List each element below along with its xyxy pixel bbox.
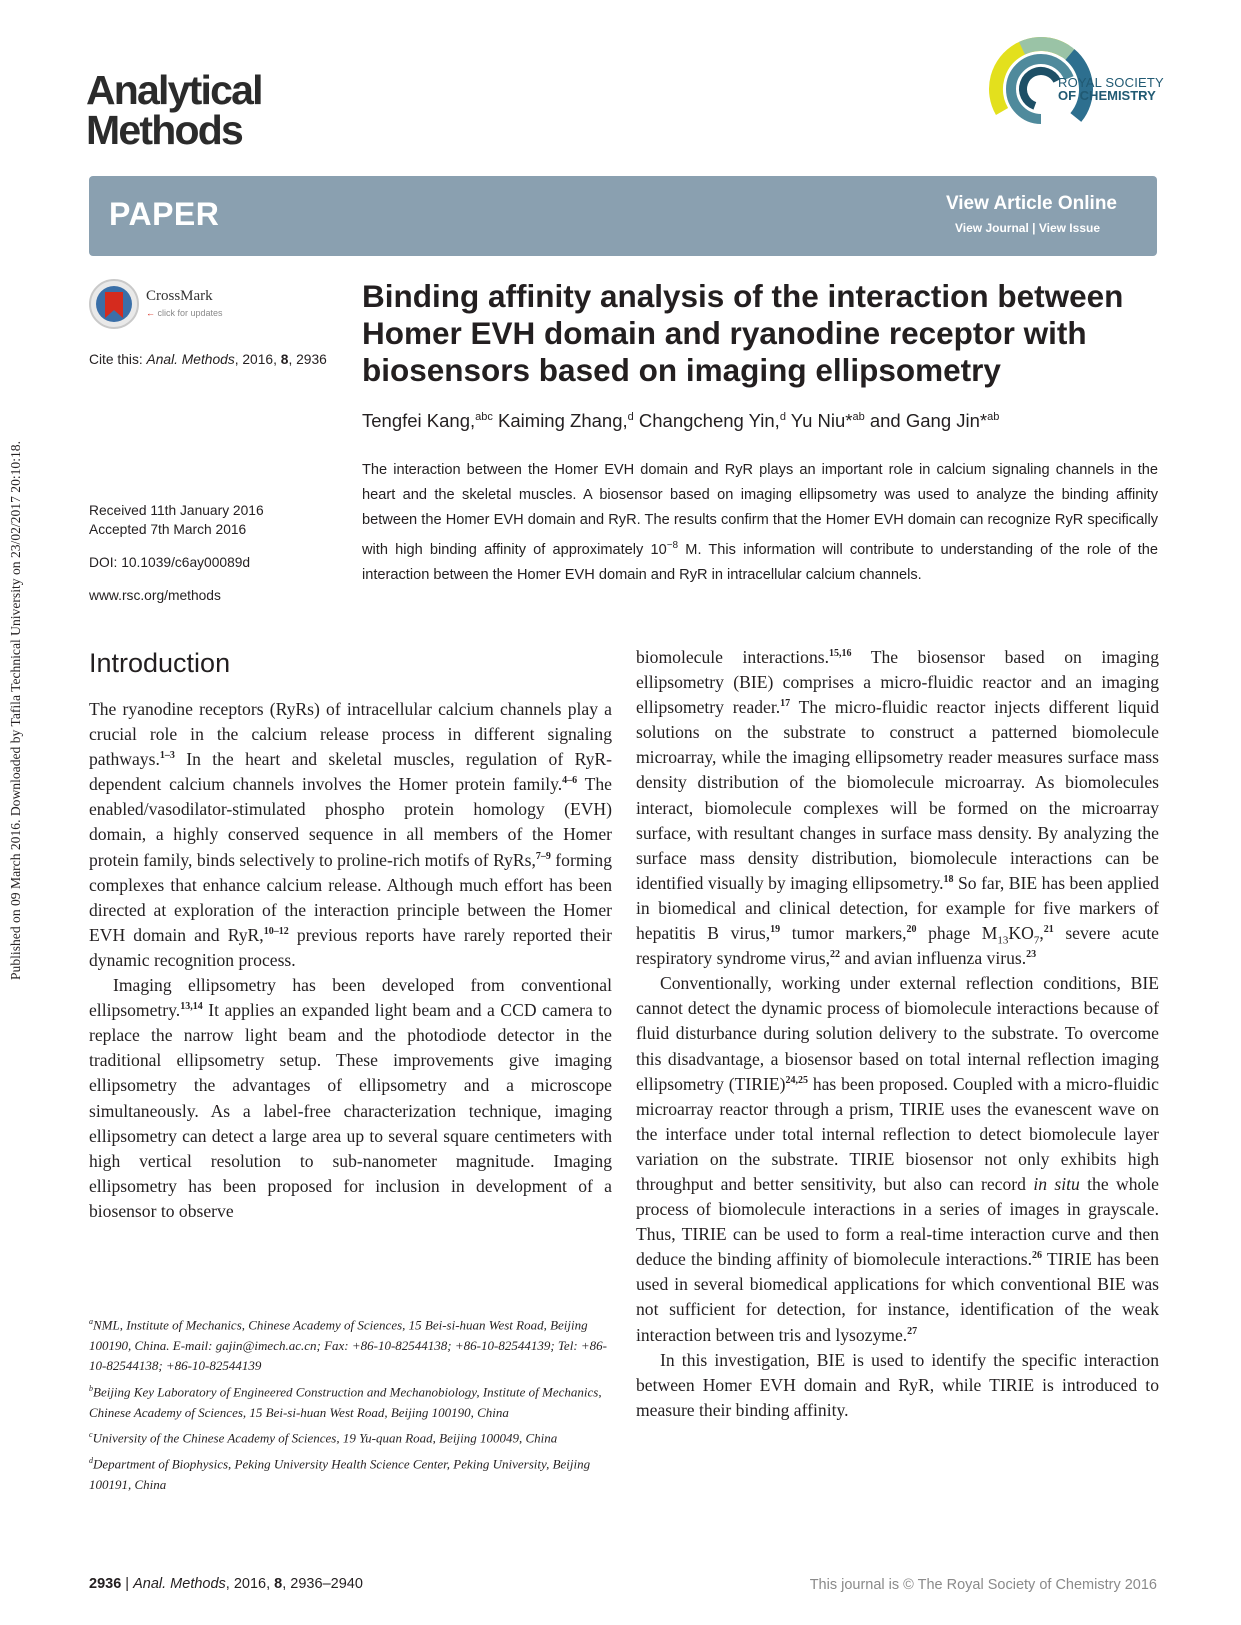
footnote <box>89 1379 612 1423</box>
text-run: KO <box>1008 923 1034 944</box>
crossmark-icon <box>88 278 140 330</box>
footnote-mark: c <box>89 1430 93 1440</box>
journal-title-line2: Methods <box>86 107 242 153</box>
citation-ref[interactable]: 27 <box>907 1325 918 1337</box>
author-affiliation: abc <box>475 410 493 423</box>
text-run: So far, BIE has been applied in biomedical and clinical detection, for example for five markers of hepatitis B virus, <box>636 872 1160 944</box>
citation-ref[interactable]: 17 <box>780 698 791 710</box>
paragraph <box>89 973 612 1224</box>
text-run: tumor markers, <box>780 923 907 944</box>
text-run: The micro-fluidic reactor injects different liquid solutions on the substrate to construct a patterned biomolecule microarray, while the imaging ellipsometry reader measures surface mass density distribution of the biomolecule microarray. As biomolecules interact, biomolecule complexes will be formed on the microarray surface, with resultant changes in surface mass density. By analyzing the surface mass density distribution, biomolecule interactions can be identified visually by imaging ellipsometry. <box>636 697 1159 893</box>
footnote-text: NML, Institute of Mechanics, Chinese Academy of Sciences, 15 Bei-si-huan West Road, Beijing 100190, China. E-mail: gajin@imech.ac.cn; Fax: +86-10-82544138; +86-10-82544139; Tel: +86-10-82544138; +86-10-82544139 <box>89 1317 607 1374</box>
abstract-text-1: The interaction between the Homer EVH domain and RyR plays an important role in calcium signaling channels in the heart and the skeletal muscles. A biosensor based on imaging ellipsometry was used to analyze the binding affinity between the Homer EVH domain and RyR. The results confirm that the Homer EVH domain can recognize RyR specifically with high binding affinity of approximately 10 <box>362 462 1158 558</box>
text-run: Imaging ellipsometry has been developed from conventional ellipsometry. <box>89 975 612 1021</box>
citation-ref[interactable]: 7–9 <box>535 850 551 862</box>
crossmark-sub-text: click for updates <box>157 308 223 318</box>
citation <box>89 352 327 367</box>
rsc-name <box>1058 76 1164 102</box>
author-affiliation: d <box>627 410 634 423</box>
citation-ref[interactable]: 24,25 <box>785 1074 808 1086</box>
subscript: 13 <box>997 934 1009 947</box>
cite-prefix: Cite this: <box>89 352 147 367</box>
text-run: the whole process of biomolecule interactions in a series of images in grayscale. Thus, TIRIE can be used to form a real-time interaction curve and then deduce the binding affinity of biomolecule interactions. <box>636 1173 1159 1270</box>
article-type-label: PAPER <box>109 196 220 232</box>
journal-title-line1: Analytical <box>86 67 262 113</box>
cite-page: , 2936 <box>288 352 327 367</box>
footnote-text: University of the Chinese Academy of Sciences, 19 Yu-quan Road, Beijing 100049, China <box>92 1430 558 1446</box>
footnote-text: Beijing Key Laboratory of Engineered Construction and Mechanobiology, Institute of Mechanics, Chinese Academy of Sciences, 15 Bei-si-huan West Road, Beijing 100190, China <box>89 1384 602 1420</box>
cite-volume: 8 <box>280 352 289 367</box>
section-heading: Introduction <box>89 648 231 678</box>
text-run: has been proposed. Coupled with a micro-fluidic microarray reactor through a prism, TIRIE uses the evanescent wave on the interface under total internal reflection to detect biomolecule layer variation on the substrate. TIRIE biosensor not only exhibits high throughput and better sensitivity, but also can record <box>636 1073 1159 1194</box>
abstract <box>362 458 1158 588</box>
received-date: Received 11th January 2016 <box>89 503 264 518</box>
author-name: Changcheng Yin, <box>638 410 780 431</box>
cite-year: , 2016, <box>234 352 281 367</box>
author-name: Tengfei Kang, <box>362 410 476 431</box>
citation-ref[interactable]: 18 <box>943 873 954 885</box>
citation-ref[interactable]: 4–6 <box>562 775 578 787</box>
body-column-right <box>636 645 1159 1423</box>
article-type-banner <box>89 176 1157 256</box>
page-number: 2936 <box>89 1576 122 1592</box>
text-run: and avian influenza virus. <box>839 948 1027 969</box>
link-separator: | <box>1032 221 1036 235</box>
emphasis: in situ <box>1033 1173 1080 1194</box>
affiliation-footnotes <box>89 1312 612 1497</box>
crossmark-sublabel <box>146 308 223 318</box>
page-footer-citation <box>89 1576 363 1592</box>
banner-links <box>955 221 1100 235</box>
download-note <box>8 325 28 980</box>
abstract-exponent: −8 <box>666 540 679 551</box>
crossmark-badge[interactable] <box>88 278 288 333</box>
text-run: phage M <box>916 923 998 944</box>
author-affiliation: d <box>779 410 786 423</box>
view-journal-link[interactable]: View Journal <box>954 221 1029 235</box>
abstract-text-2: M. This information will contribute to understanding of the role of the interaction between the Homer EVH domain and RyR in intracellular calcium channels. <box>362 541 1158 583</box>
paragraph <box>636 1348 1159 1423</box>
view-article-online-link[interactable]: View Article Online <box>945 193 1117 214</box>
crossmark-label: CrossMark <box>146 288 213 304</box>
arrow-left-icon: ← <box>146 308 158 318</box>
text-run: Conventionally, working under external reflection conditions, BIE cannot detect the dynamic process of biomolecule interactions because of fluid disturbance during solution delivery to the substrate. To overcome this disadvantage, a biosensor based on total internal reflection imaging ellipsometry (TIRIE) <box>636 973 1159 1094</box>
text-run: previous reports have rarely reported their dynamic recognition process. <box>89 924 612 970</box>
author-affiliation: ab <box>987 410 1000 423</box>
author-affiliation: ab <box>852 410 865 423</box>
footer-year: , 2016, <box>225 1576 275 1592</box>
footnote-mark: a <box>89 1317 93 1326</box>
text-run: , <box>1039 923 1044 944</box>
text-run: biomolecule interactions. <box>636 647 829 667</box>
text-run: In the heart and skeletal muscles, regulation of RyR-dependent calcium channels involves the Homer protein family. <box>89 749 612 795</box>
journal-title <box>86 67 262 153</box>
view-issue-link[interactable]: View Issue <box>1038 221 1100 235</box>
copyright-notice: This journal is © The Royal Society of Chemistry 2016 <box>809 1577 1157 1593</box>
footer-separator: | <box>121 1576 134 1592</box>
footnote <box>89 1425 612 1449</box>
author-name: Kaiming Zhang, <box>498 410 628 431</box>
text-run: The biosensor based on imaging ellipsometry (BIE) comprises a micro-fluidic reactor and an imaging ellipsometry reader. <box>636 647 1159 718</box>
rsc-name-line1: ROYAL SOCIETY <box>1058 75 1164 90</box>
citation-ref[interactable]: 19 <box>770 924 781 936</box>
rsc-name-line2: OF CHEMISTRY <box>1058 88 1156 103</box>
paragraph <box>636 971 1159 1347</box>
text-run: forming complexes that enhance calcium release. Although much effort has been directed at exploration of the interaction principle between the Homer EVH domain and RyR, <box>89 849 612 945</box>
citation-ref[interactable]: 23 <box>1026 949 1037 961</box>
footer-volume: 8 <box>274 1576 283 1592</box>
subscript: 7 <box>1033 934 1040 947</box>
footnote-mark: d <box>89 1455 93 1465</box>
accepted-date: Accepted 7th March 2016 <box>89 522 247 537</box>
footnote-mark: b <box>89 1383 93 1393</box>
footer-journal: Anal. Methods <box>133 1576 226 1592</box>
citation-ref[interactable]: 1–3 <box>159 750 175 762</box>
footnote <box>89 1451 612 1495</box>
cite-journal: Anal. Methods <box>146 352 235 367</box>
author-name: Yu Niu* <box>790 410 853 431</box>
citation-ref[interactable]: 22 <box>829 949 840 961</box>
text-run: The ryanodine receptors (RyRs) of intracellular calcium channels play a crucial role in the calcium release process in different signaling pathways. <box>89 699 612 770</box>
citation-ref[interactable]: 10–12 <box>263 925 289 937</box>
article-title: Binding affinity analysis of the interaction between Homer EVH domain and ryanodine receptor with biosensors based on imaging ellipsometry <box>362 278 1124 388</box>
journal-url[interactable]: www.rsc.org/methods <box>89 588 221 603</box>
text-run: In this investigation, BIE is used to identify the specific interaction between Homer EVH domain and RyR, while TIRIE is introduced to measure their binding affinity. <box>636 1349 1159 1420</box>
citation-ref[interactable]: 21 <box>1043 924 1054 936</box>
citation-ref[interactable]: 20 <box>906 924 917 936</box>
citation-ref[interactable]: 26 <box>1032 1250 1043 1262</box>
text-run: severe acute respiratory syndrome virus, <box>636 923 1159 969</box>
footnote <box>89 1312 612 1377</box>
text-run: It applies an expanded light beam and a CCD camera to replace the narrow light beam and the photodiode detector in the traditional ellipsometry setup. These improvements give imaging ellipsometry the advantages of ellipsometry and a microscope simultaneously. As a label-free characterization technique, imaging ellipsometry can detect a large area up to several square centimeters with high vertical resolution to sub-nanometer magnitude. Imaging ellipsometry has been proposed for inclusion in development of a biosensor to observe <box>89 1000 612 1221</box>
citation-ref[interactable]: 13,14 <box>180 1001 203 1013</box>
text-run: The enabled/vasodilator-stimulated phospho protein homology (EVH) domain, a highly conserved sequence in all members of the Homer protein family, binds selectively to proline-rich motifs of RyRs, <box>89 774 612 870</box>
paragraph <box>636 645 1159 971</box>
author-name: and Gang Jin* <box>869 410 988 431</box>
doi[interactable]: DOI: 10.1039/c6ay00089d <box>89 555 251 570</box>
citation-ref[interactable]: 15,16 <box>828 648 852 660</box>
footnote-text: Department of Biophysics, Peking University Health Science Center, Peking University, Beijing 100191, China <box>89 1456 591 1492</box>
body-column-left <box>89 697 612 1224</box>
download-note-text: Published on 09 March 2016. Downloaded by Tafila Technical University on 23/02/2017 20:10:18. <box>8 440 23 980</box>
text-run: TIRIE has been used in several biomedical applications for which conventional BIE was not sufficient for detection, for instance, identification of the weak interaction between tris and lysozyme. <box>636 1249 1159 1345</box>
author-list <box>362 410 999 432</box>
paragraph <box>89 697 612 973</box>
footer-pages: , 2936–2940 <box>282 1576 363 1592</box>
